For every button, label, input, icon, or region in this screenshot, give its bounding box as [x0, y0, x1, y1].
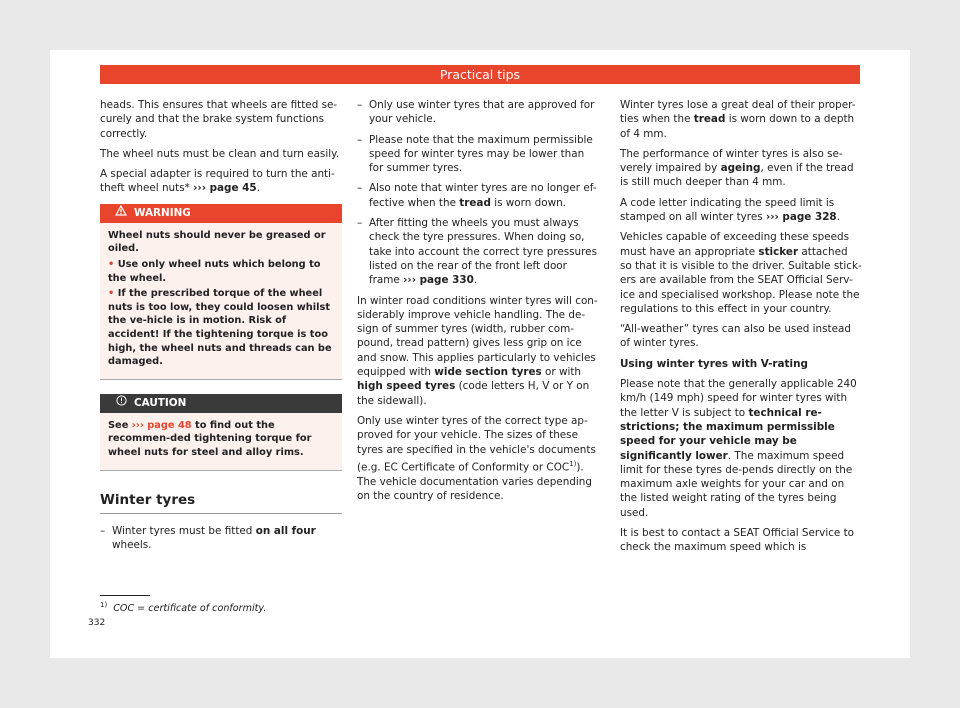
paragraph: Please note that the generally applicable 240 km/h (149 mph) speed for winter tyres with the letter V is subject to technical re-strictions; the maximum permissible speed for your vehicle may be significantly lower. The maximum speed limit for these tyres de-pends directly on the maximum axle weights for your car and on the listed weight rating of the tyres being used.: [620, 378, 857, 519]
paragraph: A code letter indicating the speed limit is stamped on all winter tyres ››› page 328.: [620, 196, 840, 224]
warning-triangle-icon: [108, 204, 134, 223]
column-left: [100, 98, 342, 558]
bullet-icon: •: [108, 258, 118, 270]
paragraph: Winter tyres lose a great deal of their proper-ties when the tread is worn down to a depth of 4 mm.: [620, 99, 856, 140]
page-link[interactable]: ››› page 48: [131, 419, 192, 431]
section-title: Winter tyres: [100, 493, 342, 514]
page-link[interactable]: ››› page 45: [193, 182, 257, 195]
footnote-mark: 1): [100, 601, 108, 609]
paragraph: Only use winter tyres of the correct type ap-proved for your vehicle. The sizes of these tyres are specified in the vehicle's documents (e.g. EC Certificate of Conformity or COC$^{1)}$). The vehicle documentation varies depending on the country of residence.: [357, 414, 596, 502]
warning-line: • Use only wheel nuts which belong to the wheel.: [108, 258, 321, 284]
warning-body: [100, 223, 342, 379]
manual-page: [50, 50, 910, 658]
page-link[interactable]: ››› page 328: [765, 211, 837, 224]
paragraph: “All-weather” tyres can also be used instead of winter tyres.: [620, 323, 851, 350]
list-item: – Only use winter tyres that are approved for your vehicle.: [357, 98, 599, 127]
caution-header: [100, 394, 342, 413]
paragraph: In winter road conditions winter tyres will con-siderably improve vehicle handling. The de-sign of summer tyres (width, rubber com-pound, tread pattern) gives less grip on ice and snow. This applies particularly to vehicles equipped with wide section tyres or with high speed tyres (code letters H, V or Y on the sidewall).: [357, 294, 598, 407]
paragraph: The wheel nuts must be clean and turn easily.: [100, 147, 340, 160]
column-right: [620, 98, 862, 561]
warning-title: WARNING: [134, 206, 191, 219]
bullet-icon: •: [108, 288, 118, 300]
page-number: 332: [88, 618, 106, 628]
info-circle-icon: [108, 394, 134, 413]
paragraph: It is best to contact a SEAT Official Service to check the maximum speed which is: [620, 527, 855, 554]
list-item: – Also note that winter tyres are no longer ef-fective when the tread is worn down.: [357, 181, 599, 210]
page-header: Practical tips: [100, 65, 860, 84]
paragraph: heads. This ensures that wheels are fitted se-curely and that the brake system functions correctly.: [100, 99, 338, 140]
warning-line: Wheel nuts should never be greased or oiled.: [108, 229, 326, 255]
list-item: – Please note that the maximum permissible speed for winter tyres may be lower than for summer tyres.: [357, 133, 599, 176]
warning-box: [100, 204, 342, 380]
paragraph: Vehicles capable of exceeding these speeds must have an appropriate sticker attached so that it is visible to the driver. Suitable stick-ers are available from the SEAT Official Serv-ice and specialised workshop. Please note the regulations to this effect in your country.: [620, 231, 862, 315]
list-item: – Winter tyres must be fitted on all four wheels.: [100, 524, 342, 553]
warning-line: • If the prescribed torque of the wheel nuts is too low, they could loosen whilst the ve-hicle is in motion. Risk of accident! If the tightening torque is too high, the wheel nuts and threads can be damaged.: [108, 288, 332, 368]
page-link[interactable]: ››› page 330: [403, 274, 474, 287]
warning-header: [100, 204, 342, 223]
footnote: $^{1)}$ COC = certificate of conformity.: [100, 601, 267, 615]
paragraph: A special adapter is required to turn the anti-theft wheel nuts* ››› page 45.: [100, 168, 335, 195]
footnote-ref[interactable]: 1): [569, 459, 577, 468]
column-middle: [357, 98, 599, 509]
list-item: – After fitting the wheels you must always check the tyre pressures. When doing so, take into account the correct tyre pressures listed on the rear of the front left door frame ››› page 330.: [357, 216, 599, 287]
footnote-divider: [100, 595, 150, 596]
caution-title: CAUTION: [134, 396, 187, 409]
paragraph: The performance of winter tyres is also se-verely impaired by ageing, even if the tread is still much deeper than 4 mm.: [620, 147, 854, 189]
caution-box: [100, 394, 342, 471]
subheading: Using winter tyres with V-rating: [620, 357, 808, 370]
caution-body: See ››› page 48 to find out the recommen-ded tightening torque for wheel nuts for steel and alloy rims.: [108, 419, 312, 458]
